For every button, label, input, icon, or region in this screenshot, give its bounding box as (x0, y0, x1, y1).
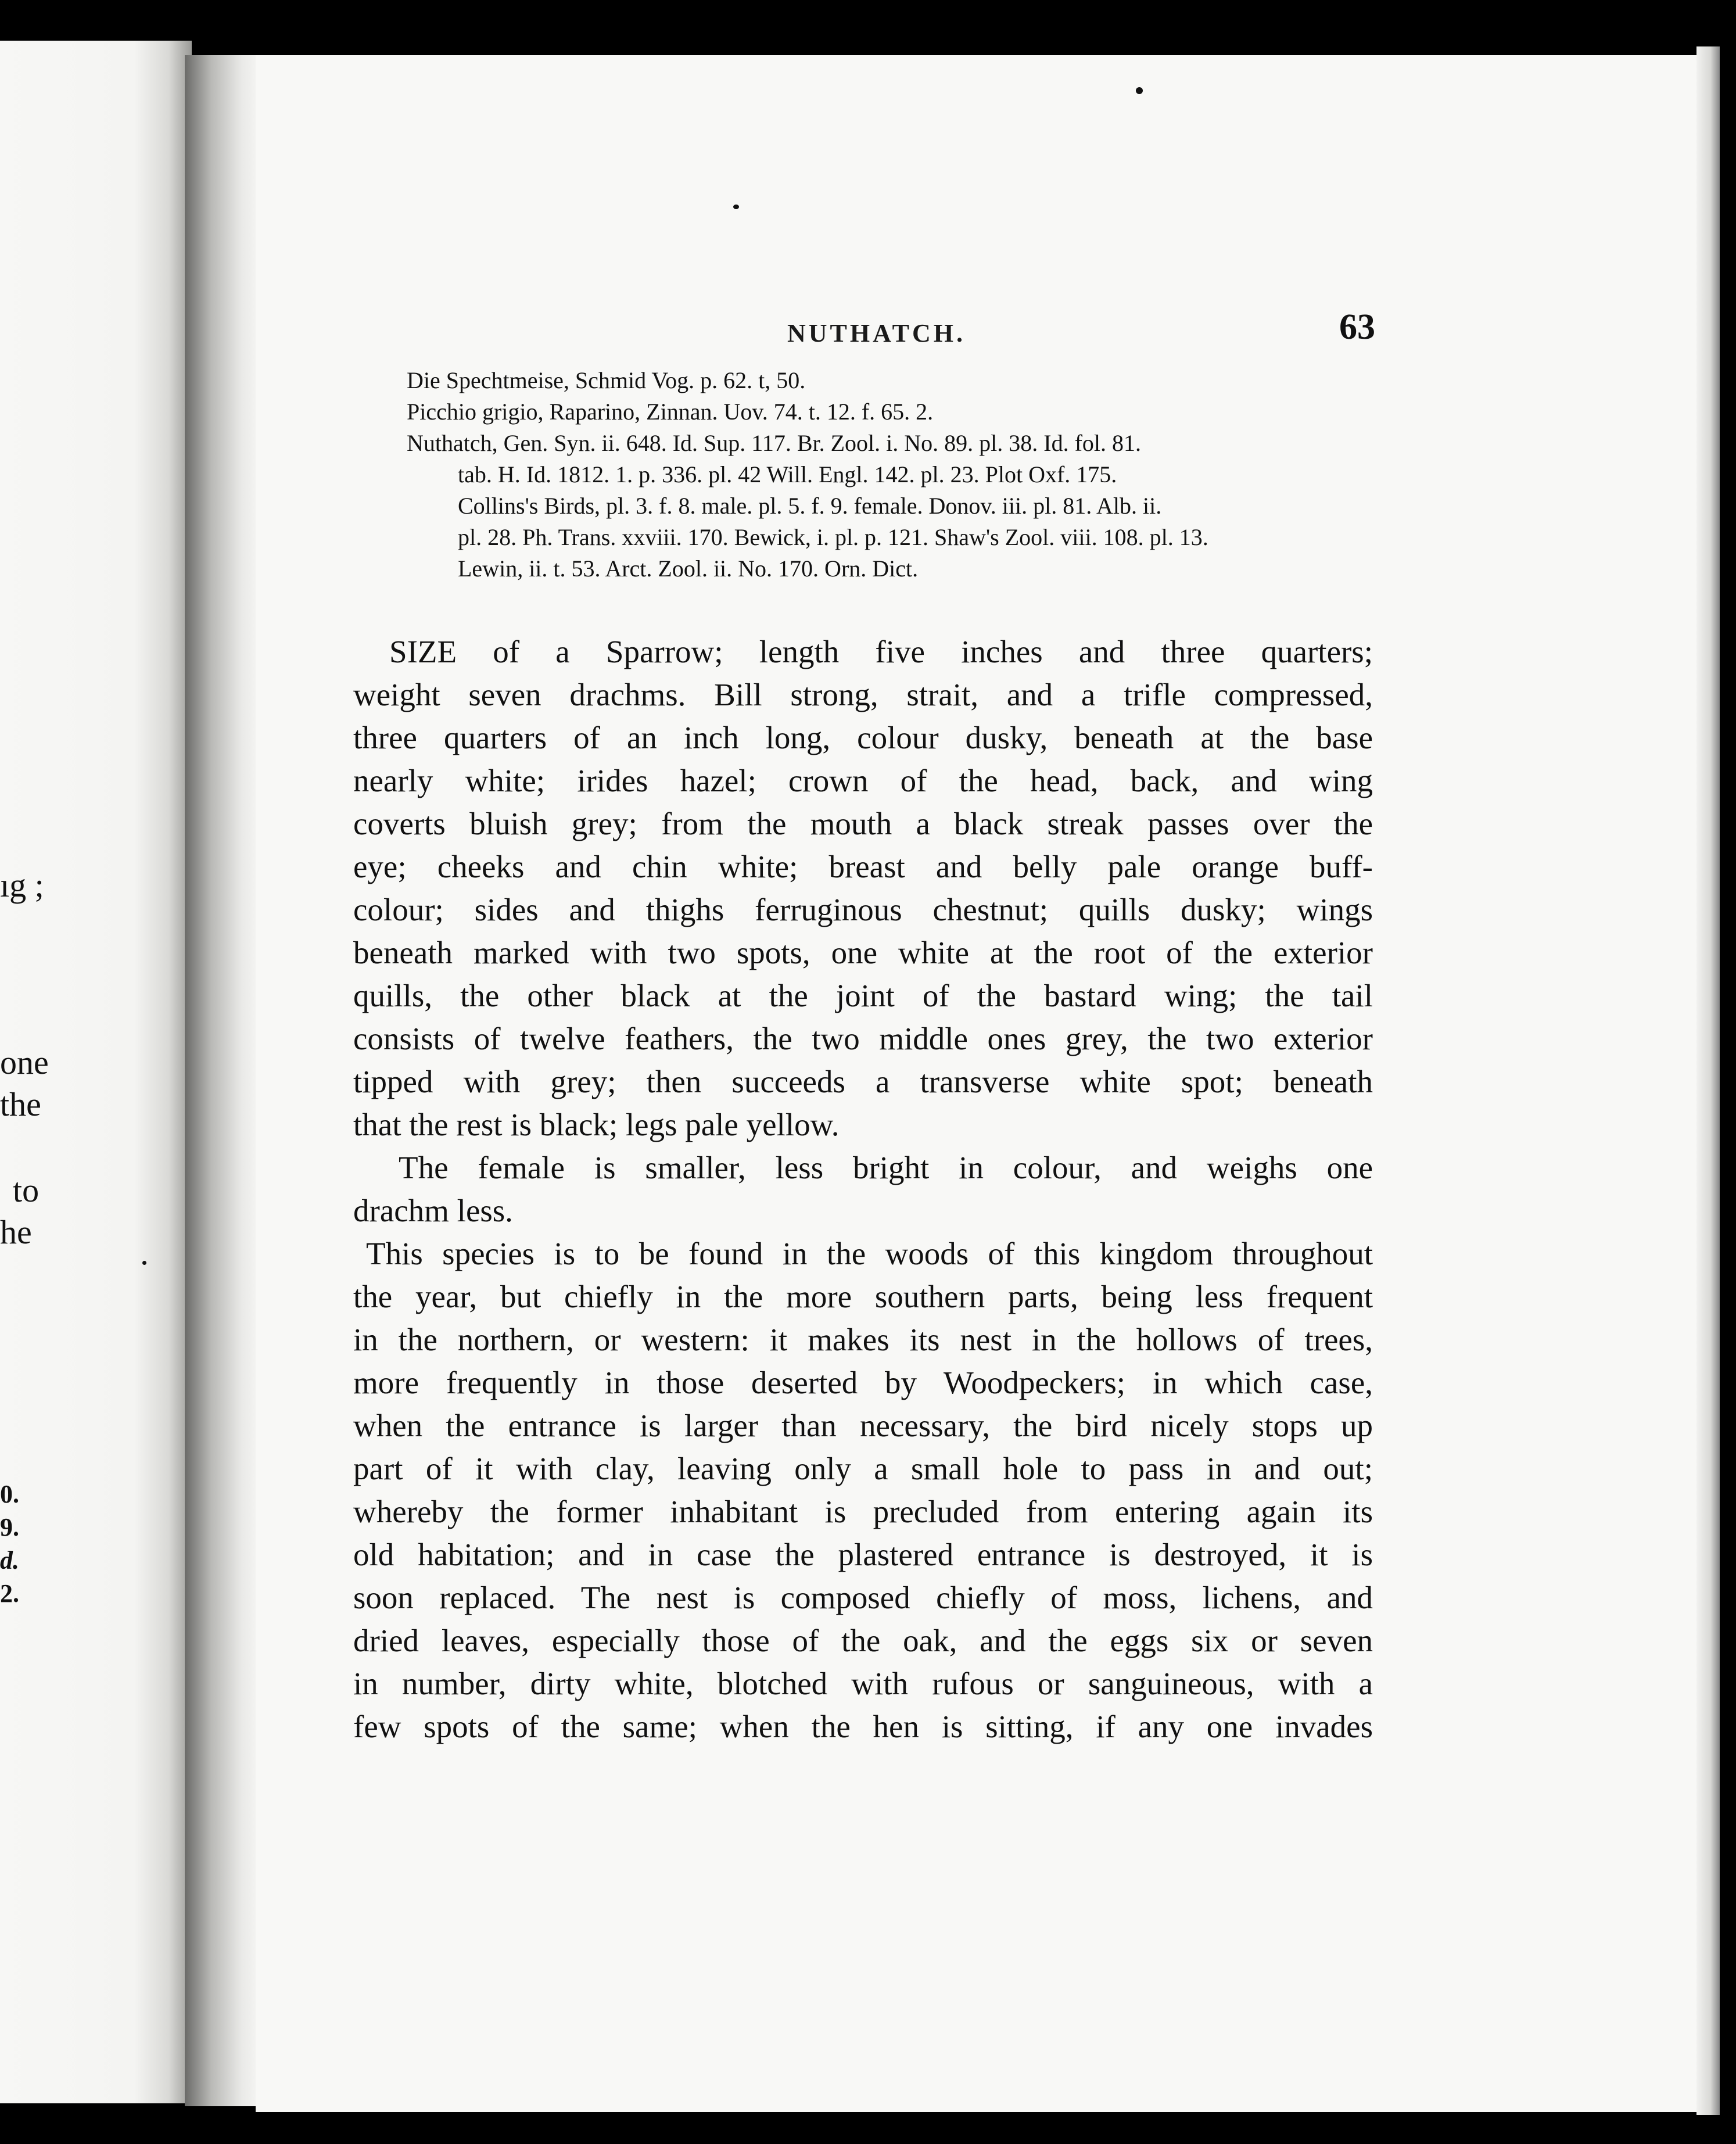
body-line: weight seven drachms. Bill strong, strait, and a trifle compressed, (353, 677, 1373, 712)
synonymy-line: Nuthatch, Gen. Syn. ii. 648. Id. Sup. 117. Br. Zool. i. No. 89. pl. 38. Id. fol. 81. (407, 430, 1142, 456)
synonymy-line: Die Spechtmeise, Schmid Vog. p. 62. t, 50. (407, 367, 806, 393)
ink-speck (1136, 87, 1143, 94)
left-page-fragment: he (0, 1213, 32, 1251)
ink-speck (142, 1261, 146, 1265)
body-line: dried leaves, especially those of the oak, and the eggs six or seven (353, 1623, 1373, 1658)
left-page-fragment: ıg ; (0, 866, 44, 904)
running-head: NUTHATCH. (787, 319, 966, 347)
right-page-edge (1696, 46, 1720, 2115)
synonymy-line: pl. 28. Ph. Trans. xxviii. 170. Bewick, i. pl. p. 121. Shaw's Zool. viii. 108. pl. 13. (458, 524, 1208, 550)
page-number: 63 (1339, 307, 1375, 347)
body-line: more frequently in those deserted by Woodpeckers; in which case, (353, 1365, 1373, 1400)
book-gutter (185, 55, 260, 2106)
left-page-fragment: the (0, 1085, 41, 1123)
left-page-fragment: 0. (0, 1480, 19, 1508)
body-text (353, 630, 1373, 1748)
body-line: coverts bluish grey; from the mouth a black streak passes over the (353, 806, 1373, 841)
body-line: drachm less. (353, 1193, 513, 1228)
left-page-fragment: 2. (0, 1579, 19, 1608)
body-line: the year, but chiefly in the more southern parts, being less frequent (353, 1279, 1373, 1314)
body-line: when the entrance is larger than necessary, the bird nicely stops up (353, 1408, 1373, 1443)
body-line: few spots of the same; when the hen is sitting, if any one invades (353, 1709, 1373, 1744)
body-line: eye; cheeks and chin white; breast and belly pale orange buff- (353, 849, 1373, 884)
body-line: soon replaced. The nest is composed chiefly of moss, lichens, and (353, 1580, 1373, 1615)
body-line: whereby the former inhabitant is precluded from entering again its (353, 1494, 1373, 1529)
synonymy-line: Collins's Birds, pl. 3. f. 8. male. pl. 5. f. 9. female. Donov. iii. pl. 81. Alb. ii. (458, 493, 1162, 519)
body-line: SIZE of a Sparrow; length five inches and three quarters; (389, 634, 1373, 669)
body-line: in the northern, or western: it makes its nest in the hollows of trees, (353, 1322, 1373, 1357)
body-line: that the rest is black; legs pale yellow. (353, 1107, 840, 1142)
body-line: in number, dirty white, blotched with rufous or sanguineous, with a (353, 1666, 1373, 1701)
left-page-fragment: d. (0, 1546, 19, 1575)
left-page-fragment: 9. (0, 1513, 19, 1541)
body-line: This species is to be found in the woods of this kingdom throughout (366, 1236, 1373, 1271)
body-line: three quarters of an inch long, colour dusky, beneath at the base (353, 720, 1373, 755)
body-line: nearly white; irides hazel; crown of the head, back, and wing (353, 763, 1373, 798)
body-line: consists of twelve feathers, the two middle ones grey, the two exterior (353, 1021, 1373, 1056)
ink-speck (733, 205, 739, 209)
body-line: colour; sides and thighs ferruginous chestnut; quills dusky; wings (353, 892, 1373, 927)
body-line: beneath marked with two spots, one white at the root of the exterior (353, 935, 1373, 970)
left-page-fragment: one (0, 1044, 49, 1081)
body-line: old habitation; and in case the plastered entrance is destroyed, it is (353, 1537, 1373, 1572)
body-line: tipped with grey; then succeeds a transverse white spot; beneath (353, 1064, 1373, 1099)
body-line: part of it with clay, leaving only a small hole to pass in and out; (353, 1451, 1373, 1486)
body-line: The female is smaller, less bright in colour, and weighs one (399, 1150, 1373, 1185)
synonymy-line: tab. H. Id. 1812. 1. p. 336. pl. 42 Will. Engl. 142. pl. 23. Plot Oxf. 175. (458, 461, 1117, 487)
synonymy-line: Picchio grigio, Raparino, Zinnan. Uov. 74. t. 12. f. 65. 2. (407, 399, 934, 425)
left-page-fragment: to (13, 1171, 40, 1209)
synonymy-line: Lewin, ii. t. 53. Arct. Zool. ii. No. 170. Orn. Dict. (458, 555, 919, 582)
body-line: quills, the other black at the joint of the bastard wing; the tail (353, 978, 1373, 1013)
synonymy-block (407, 365, 1371, 585)
